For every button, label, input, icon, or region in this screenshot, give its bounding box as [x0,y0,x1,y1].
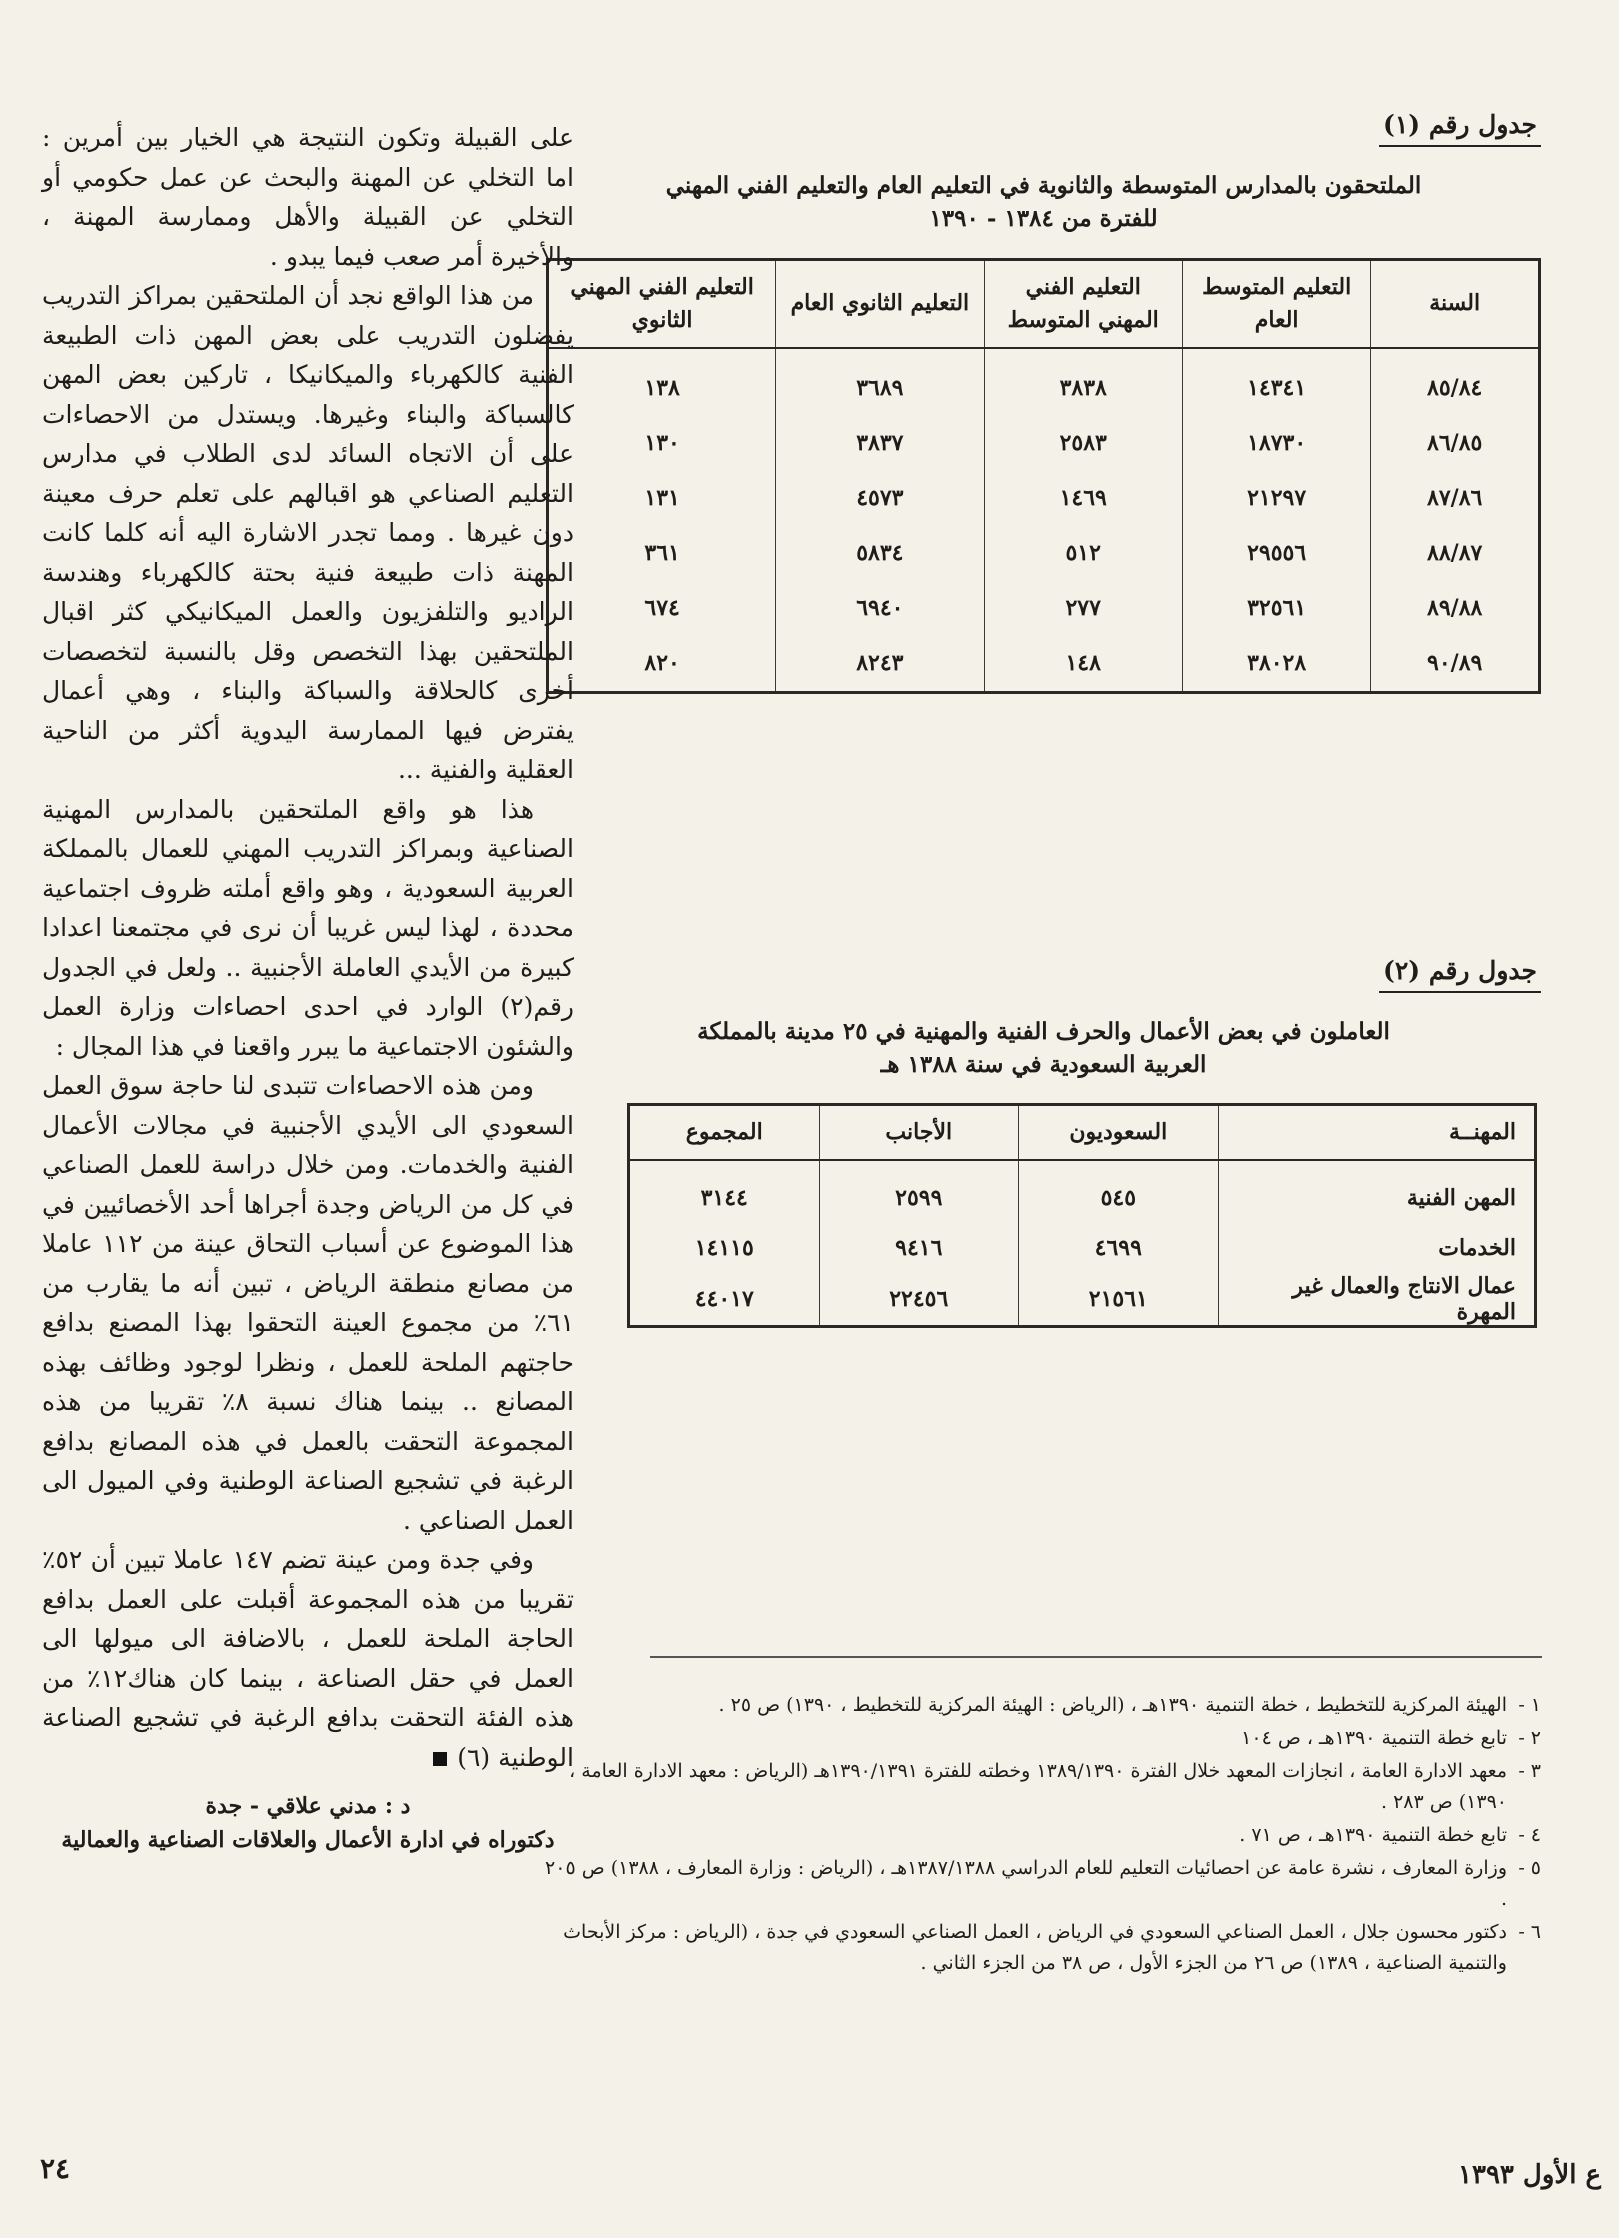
table1-title-line2: للفترة من ١٣٨٤ - ١٣٩٠ [929,205,1158,233]
table1-header: التعليم الثانوي العام [776,259,984,348]
table-cell: ٢٩٥٥٦ [1182,526,1370,581]
table-cell: ٢١٢٩٧ [1182,471,1370,526]
table1-label: جدول رقم (١) [1379,110,1541,147]
table-cell: ١٣٠ [644,430,680,457]
footnote-number: ١ - [1518,1694,1541,1716]
article-paragraph: هذا هو واقع الملتحقين بالمدارس المهنية الصناعية وبمراكز التدريب المهني للعمال بالمملكة العربية السعودية ، وهو واقع أملته ظروف اجتماعية محددة ، لهذا ليس غريبا أن نرى في مجتمعنا اعدادا كبيرة من الأيدي العاملة الأجنبية .. ولعل في الجدول رقم(٢) الوارد في احدى احصاءات وزارة العمل والشئون الاجتماعية ما يبرر واقعنا في هذا المجال : [42,794,574,1061]
table-cell: ٣٨٣٧ [776,416,984,471]
footnotes-divider [650,1656,1542,1658]
tables-column [546,110,1541,1328]
table-cell: ٤٦٩٩ [1019,1223,1219,1273]
author-title: دكتوراه في ادارة الأعمال والعلاقات الصناعية والعمالية [61,1827,555,1853]
table-cell: ٥٨٣٤ [776,526,984,581]
table-cell: ١٤٣٤١ [1182,348,1370,416]
article-paragraph: من هذا الواقع نجد أن الملتحقين بمراكز التدريب يفضلون التدريب على بعض المهن ذات الطبيعة الفنية كالكهرباء والميكانيكا ، تاركين بعض المهن كالسباكة والبناء وغيرها. ويستدل من الاحصاءات على أن الاتجاه السائد لدى الطلاب في مدارس التعليم الصناعي هو اقبالهم على تعلم حرف معينة دون غيرها . ومما تجدر الاشارة اليه أنه كلما كانت المهنة ذات طبيعة فنية بحتة كالكهرباء وهندسة الراديو والتلفزيون والعمل الميكانيكي كثر اقبال الملتحقين بهذا التخصص وقل بالنسبة لتخصصات أخرى كالحلاقة والسباكة والبناء ، وهي أعمال يفترض فيها الممارسة اليدوية أكثر من الناحية العقلية والفنية ... [42,281,574,784]
footnote-number: ٦ - [1518,1921,1541,1943]
table-row [548,581,1540,636]
table1-header: التعليم الفني المهني الثانوي [548,259,776,348]
table2-title-line1: العاملون في بعض الأعمال والحرف الفنية والمهنية في ٢٥ مدينة بالمملكة [697,1017,1390,1045]
table2-header-row [629,1105,1536,1161]
table-cell: ٢٢٤٥٦ [819,1273,1019,1327]
table-cell: ٢٥٩٩ [819,1160,1019,1223]
page-number: ٢٤ [40,2152,71,2185]
table-cell: ٨٩/٨٨ [1371,581,1540,636]
table-row [629,1223,1536,1273]
table-cell: ٣٦١ [644,540,680,567]
table-cell: ٦٩٤٠ [776,581,984,636]
table-row [548,471,1540,526]
footnote [541,1820,1541,1851]
footnote [541,1756,1541,1818]
author-name: د : مدني علاقي - جدة [205,1793,411,1819]
table1-title [546,169,1541,236]
table2-label: جدول رقم (٢) [1379,956,1541,993]
table1-title-line1: الملتحقون بالمدارس المتوسطة والثانوية في التعليم العام والتعليم الفني المهني [665,172,1422,199]
table-cell: ١٤١١٥ [694,1235,754,1262]
footnote-number: ٥ - [1518,1857,1541,1879]
table-cell: ٨٢٤٣ [776,636,984,693]
table-cell: ١٣١ [644,485,680,512]
article-column [42,118,574,1857]
table-cell: الخدمات [1218,1223,1535,1273]
table2 [627,1103,1537,1328]
footnote-number: ٤ - [1518,1824,1541,1846]
table-row [548,526,1540,581]
table-cell: ٢١٥٦١ [1019,1273,1219,1327]
table-row [548,348,1540,416]
table-cell: ٨٢٠ [644,650,680,677]
table-cell: ٣١٤٤ [700,1185,748,1212]
table-cell: عمال الانتاج والعمال غير المهرة [1218,1273,1535,1327]
table-cell: ٤٥٧٣ [776,471,984,526]
footnote-text: تابع خطة التنمية ١٣٩٠هـ ، ص ١٠٤ [1241,1727,1507,1749]
table-cell: ٣٨٣٨ [984,348,1182,416]
table2-header: المهنــة [1218,1105,1535,1161]
article-paragraph: ومن هذه الاحصاءات تتبدى لنا حاجة سوق العمل السعودي الى الأيدي الأجنبية في مجالات الأعمال الفنية والخدمات. ومن خلال دراسة للعمل الصناعي في كل من الرياض وجدة أجراها أحد الأخصائيين في هذا الموضوع عن أسباب التحاق عينة من ١١٢ عاملا من مصانع منطقة الرياض ، تبين أنه ما يقارب من ٦١٪ من مجموع العينة التحقوا بهذا المصنع بدافع حاجتهم الملحة للعمل ، ونظرا لوجود وظائف بهذه المصانع .. بينما هناك نسبة ٨٪ تقريبا من هذه المجموعة التحقت بالعمل في هذه المصانع بدافع الرغبة في تشجيع الصناعة الوطنية وفي الميول الى العمل الصناعي . [42,1071,574,1535]
footnote [541,1917,1541,1979]
article-paragraph [42,1540,574,1777]
footnote-text: وزارة المعارف ، نشرة عامة عن احصائيات التعليم للعام الدراسي ١٣٨٧/١٣٨٨هـ ، (الرياض : وزارة المعارف ، ١٣٨٨) ص ٢٠٥ . [545,1857,1507,1910]
footnote [541,1853,1541,1915]
article-paragraph: على القبيلة وتكون النتيجة هي الخيار بين أمرين : اما التخلي عن المهنة والبحث عن عمل حكومي أو التخلي عن القبيلة والأهل وممارسة المهنة ، والأخيرة أمر صعب فيما يبدو . [42,123,574,271]
table-cell: ٣٢٥٦١ [1182,581,1370,636]
table-cell: ٢٥٨٣ [984,416,1182,471]
table-row [548,636,1540,693]
end-of-article-square-icon [433,1752,447,1766]
footnotes [541,1690,1541,1981]
footnote-number: ٣ - [1518,1760,1541,1782]
issue-date: ع الأول ١٣٩٣ [1458,2160,1601,2190]
table-cell: ٨٨/٨٧ [1371,526,1540,581]
table2-title [546,1015,1541,1082]
table-cell: ٣٦٨٩ [776,348,984,416]
table-cell: ٥٤٥ [1019,1160,1219,1223]
footnote-text: معهد الادارة العامة ، انجازات المعهد خلال الفترة ١٣٨٩/١٣٩٠ وخطته للفترة ١٣٩٠/١٣٩١هـ (الرياض : معهد الادارة العامة ، ١٣٩٠) ص ٢٨٣ . [569,1760,1507,1813]
table-cell: ١٣٨ [644,375,680,402]
table-row [629,1273,1536,1327]
table-cell: ٥١٢ [984,526,1182,581]
table-row [548,416,1540,471]
table1 [546,258,1541,694]
table2-header: السعوديون [1019,1105,1219,1161]
table1-header: السنة [1371,259,1540,348]
table-cell: ٨٦/٨٥ [1371,416,1540,471]
table2-header: الأجانب [819,1105,1019,1161]
footnote-text: دكتور محسون جلال ، العمل الصناعي السعودي في الرياض ، العمل الصناعي السعودي في جدة ، (الرياض : مركز الأبحاث والتنمية الصناعية ، ١٣٨٩) ص ٢٦ من الجزء الأول ، ص ٣٨ من الجزء الثاني . [563,1921,1507,1974]
footnote [541,1690,1541,1721]
table-cell: ١٨٧٣٠ [1182,416,1370,471]
table-cell: ٤٤٠١٧ [694,1286,754,1313]
table-cell: ٢٧٧ [984,581,1182,636]
author-signature [42,1789,574,1857]
table-cell: ٨٥/٨٤ [1371,348,1540,416]
footnote-text: الهيئة المركزية للتخطيط ، خطة التنمية ١٣٩٠هـ ، (الرياض : الهيئة المركزية للتخطيط ، ١٣٩٠) ص ٢٥ . [718,1694,1507,1716]
footnote-text: تابع خطة التنمية ١٣٩٠هـ ، ص ٧١ . [1239,1824,1507,1846]
footnote [541,1723,1541,1754]
table-cell: ٩٠/٨٩ [1371,636,1540,693]
table-row [629,1160,1536,1223]
table-cell: ٦٧٤ [644,595,680,622]
article-paragraph-text: وفي جدة ومن عينة تضم ١٤٧ عاملا تبين أن ٥٢٪ تقريبا من هذه المجموعة أقبلت على العمل بدافع الحاجة الملحة للعمل ، بالاضافة الى ميولها الى العمل في حقل الصناعة ، بينما كان هناك١٢٪ من هذه الفئة التحقت بدافع الرغبة في تشجيع الصناعة الوطنية (٦) [42,1545,575,1772]
table1-header: التعليم الفني المهني المتوسط [984,259,1182,348]
table2-header: المجموع [629,1105,820,1161]
table-cell: ٨٧/٨٦ [1371,471,1540,526]
table-cell: ٣٨٠٢٨ [1182,636,1370,693]
table-cell: ١٤٦٩ [984,471,1182,526]
footnote-number: ٢ - [1518,1727,1541,1749]
table-cell: ١٤٨ [984,636,1182,693]
table2-title-line2: العربية السعودية في سنة ١٣٨٨ هـ [880,1051,1207,1079]
table-cell: المهن الفنية [1218,1160,1535,1223]
table1-header-row [548,259,1540,348]
table-cell: ٩٤١٦ [819,1223,1019,1273]
table1-header: التعليم المتوسط العام [1182,259,1370,348]
